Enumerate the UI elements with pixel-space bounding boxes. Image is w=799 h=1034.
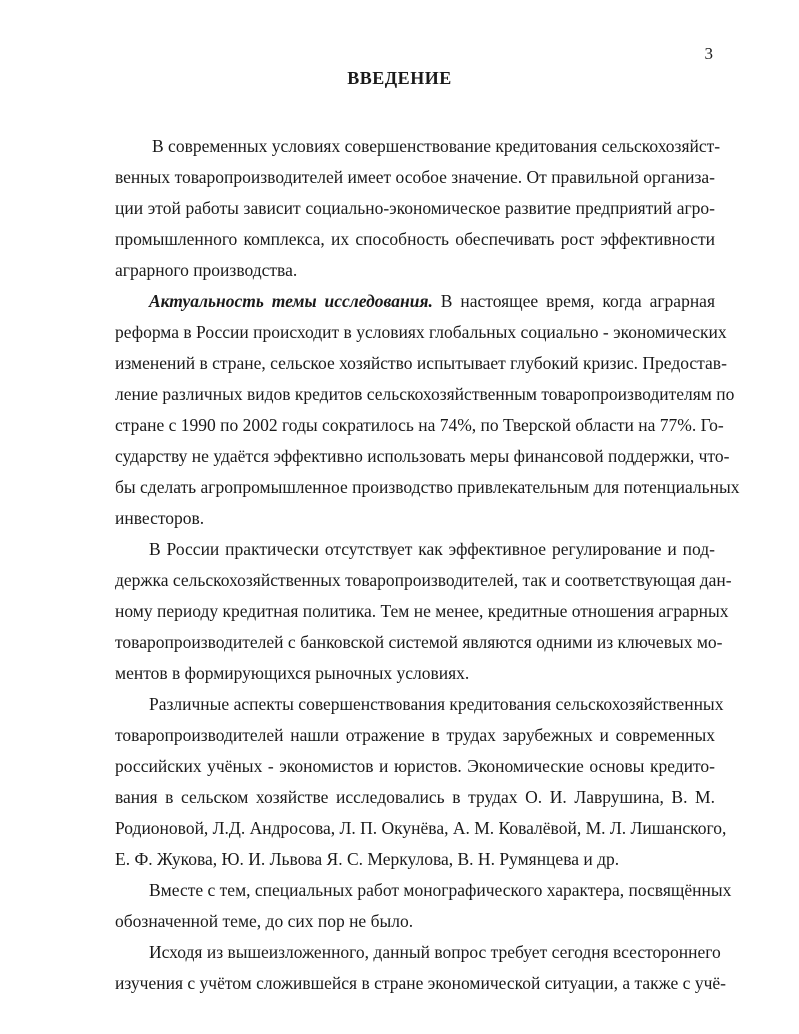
text-line: российских учёных - экономистов и юристов. Экономические основы кредито- (115, 756, 715, 776)
text-line (115, 286, 715, 317)
text-line: Исходя из вышеизложенного, данный вопрос требует сегодня всестороннего (149, 942, 721, 962)
text-line: вания в сельском хозяйстве исследовались в трудах О. И. Лаврушина, В. М. (115, 787, 715, 807)
text-fragment: В настоящее время, когда аграрная (432, 291, 715, 311)
paragraph-conclusion (115, 937, 726, 999)
text-line: товаропроизводителей нашли отражение в трудах зарубежных и современных (115, 725, 715, 745)
text-line: обозначенной теме, до сих пор не было. (115, 911, 414, 931)
text-line: В современных условиях совершенствование кредитования сельскохозяйст- (152, 136, 721, 156)
text-line: держка сельскохозяйственных товаропроизводителей, так и соответствующая дан- (115, 570, 732, 590)
text-line: Родионовой, Л.Д. Андросова, Л. П. Окунёва, А. М. Ковалёвой, М. Л. Лишанского, (115, 818, 727, 838)
text-line: ментов в формирующихся рыночных условиях. (115, 663, 470, 683)
text-line: Е. Ф. Жукова, Ю. И. Львова Я. С. Меркулова, В. Н. Румянцева и др. (115, 849, 620, 869)
text-line: В России практически отсутствует как эффективное регулирование и под- (149, 539, 715, 559)
relevance-heading: Актуальность темы исследования. (149, 291, 433, 311)
paragraph-relevance (115, 286, 740, 534)
text-line: реформа в России происходит в условиях глобальных социально - экономических (115, 322, 727, 342)
text-line: Различные аспекты совершенствования кредитования сельскохозяйственных (149, 694, 724, 714)
text-line: промышленного комплекса, их способность обеспечивать рост эффективности (115, 229, 715, 249)
text-line: товаропроизводителей с банковской системой являются одними из ключевых мо- (115, 632, 723, 652)
paragraph-regulation (115, 534, 732, 689)
paragraph-intro (115, 131, 721, 286)
text-line: ции этой работы зависит социально-экономическое развитие предприятий агро- (115, 198, 715, 218)
text-line: венных товаропроизводителей имеет особое значение. От правильной организа- (115, 167, 715, 187)
text-line: бы сделать агропромышленное производство привлекательным для потенциальных (115, 477, 740, 497)
text-line: изучения с учётом сложившейся в стране экономической ситуации, а также с учё- (115, 973, 726, 993)
page-title: ВВЕДЕНИЕ (347, 68, 452, 88)
text-line: инвесторов. (115, 508, 205, 528)
body-text (115, 131, 740, 999)
text-line: ному периоду кредитная политика. Тем не менее, кредитные отношения аграрных (115, 601, 729, 621)
paragraph-monographs (115, 875, 732, 937)
text-line: стране с 1990 по 2002 годы сократилось на 74%, по Тверской области на 77%. Го- (115, 415, 724, 435)
text-line: ление различных видов кредитов сельскохозяйственным товаропроизводителям по (115, 384, 735, 404)
page-number: 3 (704, 44, 713, 63)
text-line: Вместе с тем, специальных работ монографического характера, посвящённых (149, 880, 732, 900)
text-line: аграрного производства. (115, 260, 298, 280)
paragraph-literature (115, 689, 727, 875)
text-line: сударству не удаётся эффективно использовать меры финансовой поддержки, что- (115, 446, 730, 466)
text-line: изменений в стране, сельское хозяйство испытывает глубокий кризис. Предостав- (115, 353, 727, 373)
